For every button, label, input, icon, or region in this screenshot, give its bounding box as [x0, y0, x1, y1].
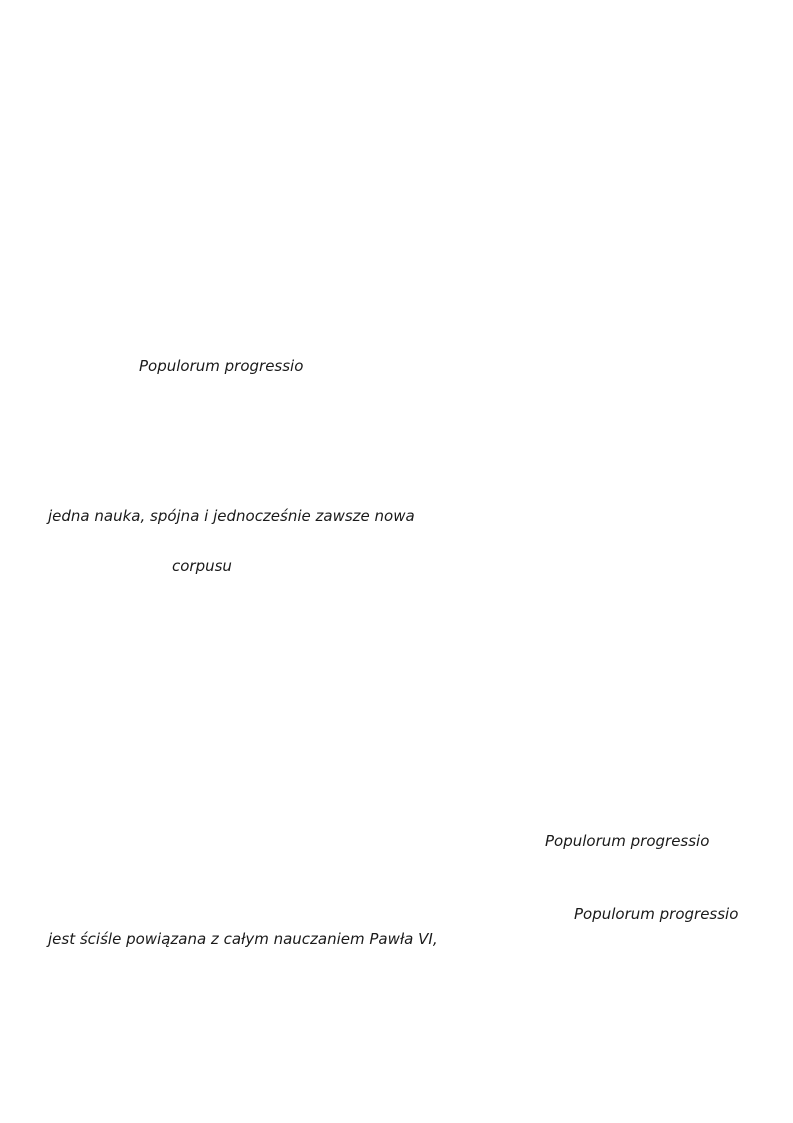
italic-phrase-populorum-progressio-1: Populorum progressio: [139, 357, 304, 375]
italic-word-corpusu: corpusu: [172, 557, 232, 575]
italic-phrase-jest-scisle-powiazana: jest ściśle powiązana z całym nauczaniem Pawła VI,: [48, 930, 438, 948]
italic-phrase-populorum-progressio-2: Populorum progressio: [545, 832, 710, 850]
italic-phrase-populorum-progressio-3: Populorum progressio: [574, 905, 739, 923]
italic-phrase-jedna-nauka: jedna nauka, spójna i jednocześnie zawsze nowa: [48, 507, 415, 525]
